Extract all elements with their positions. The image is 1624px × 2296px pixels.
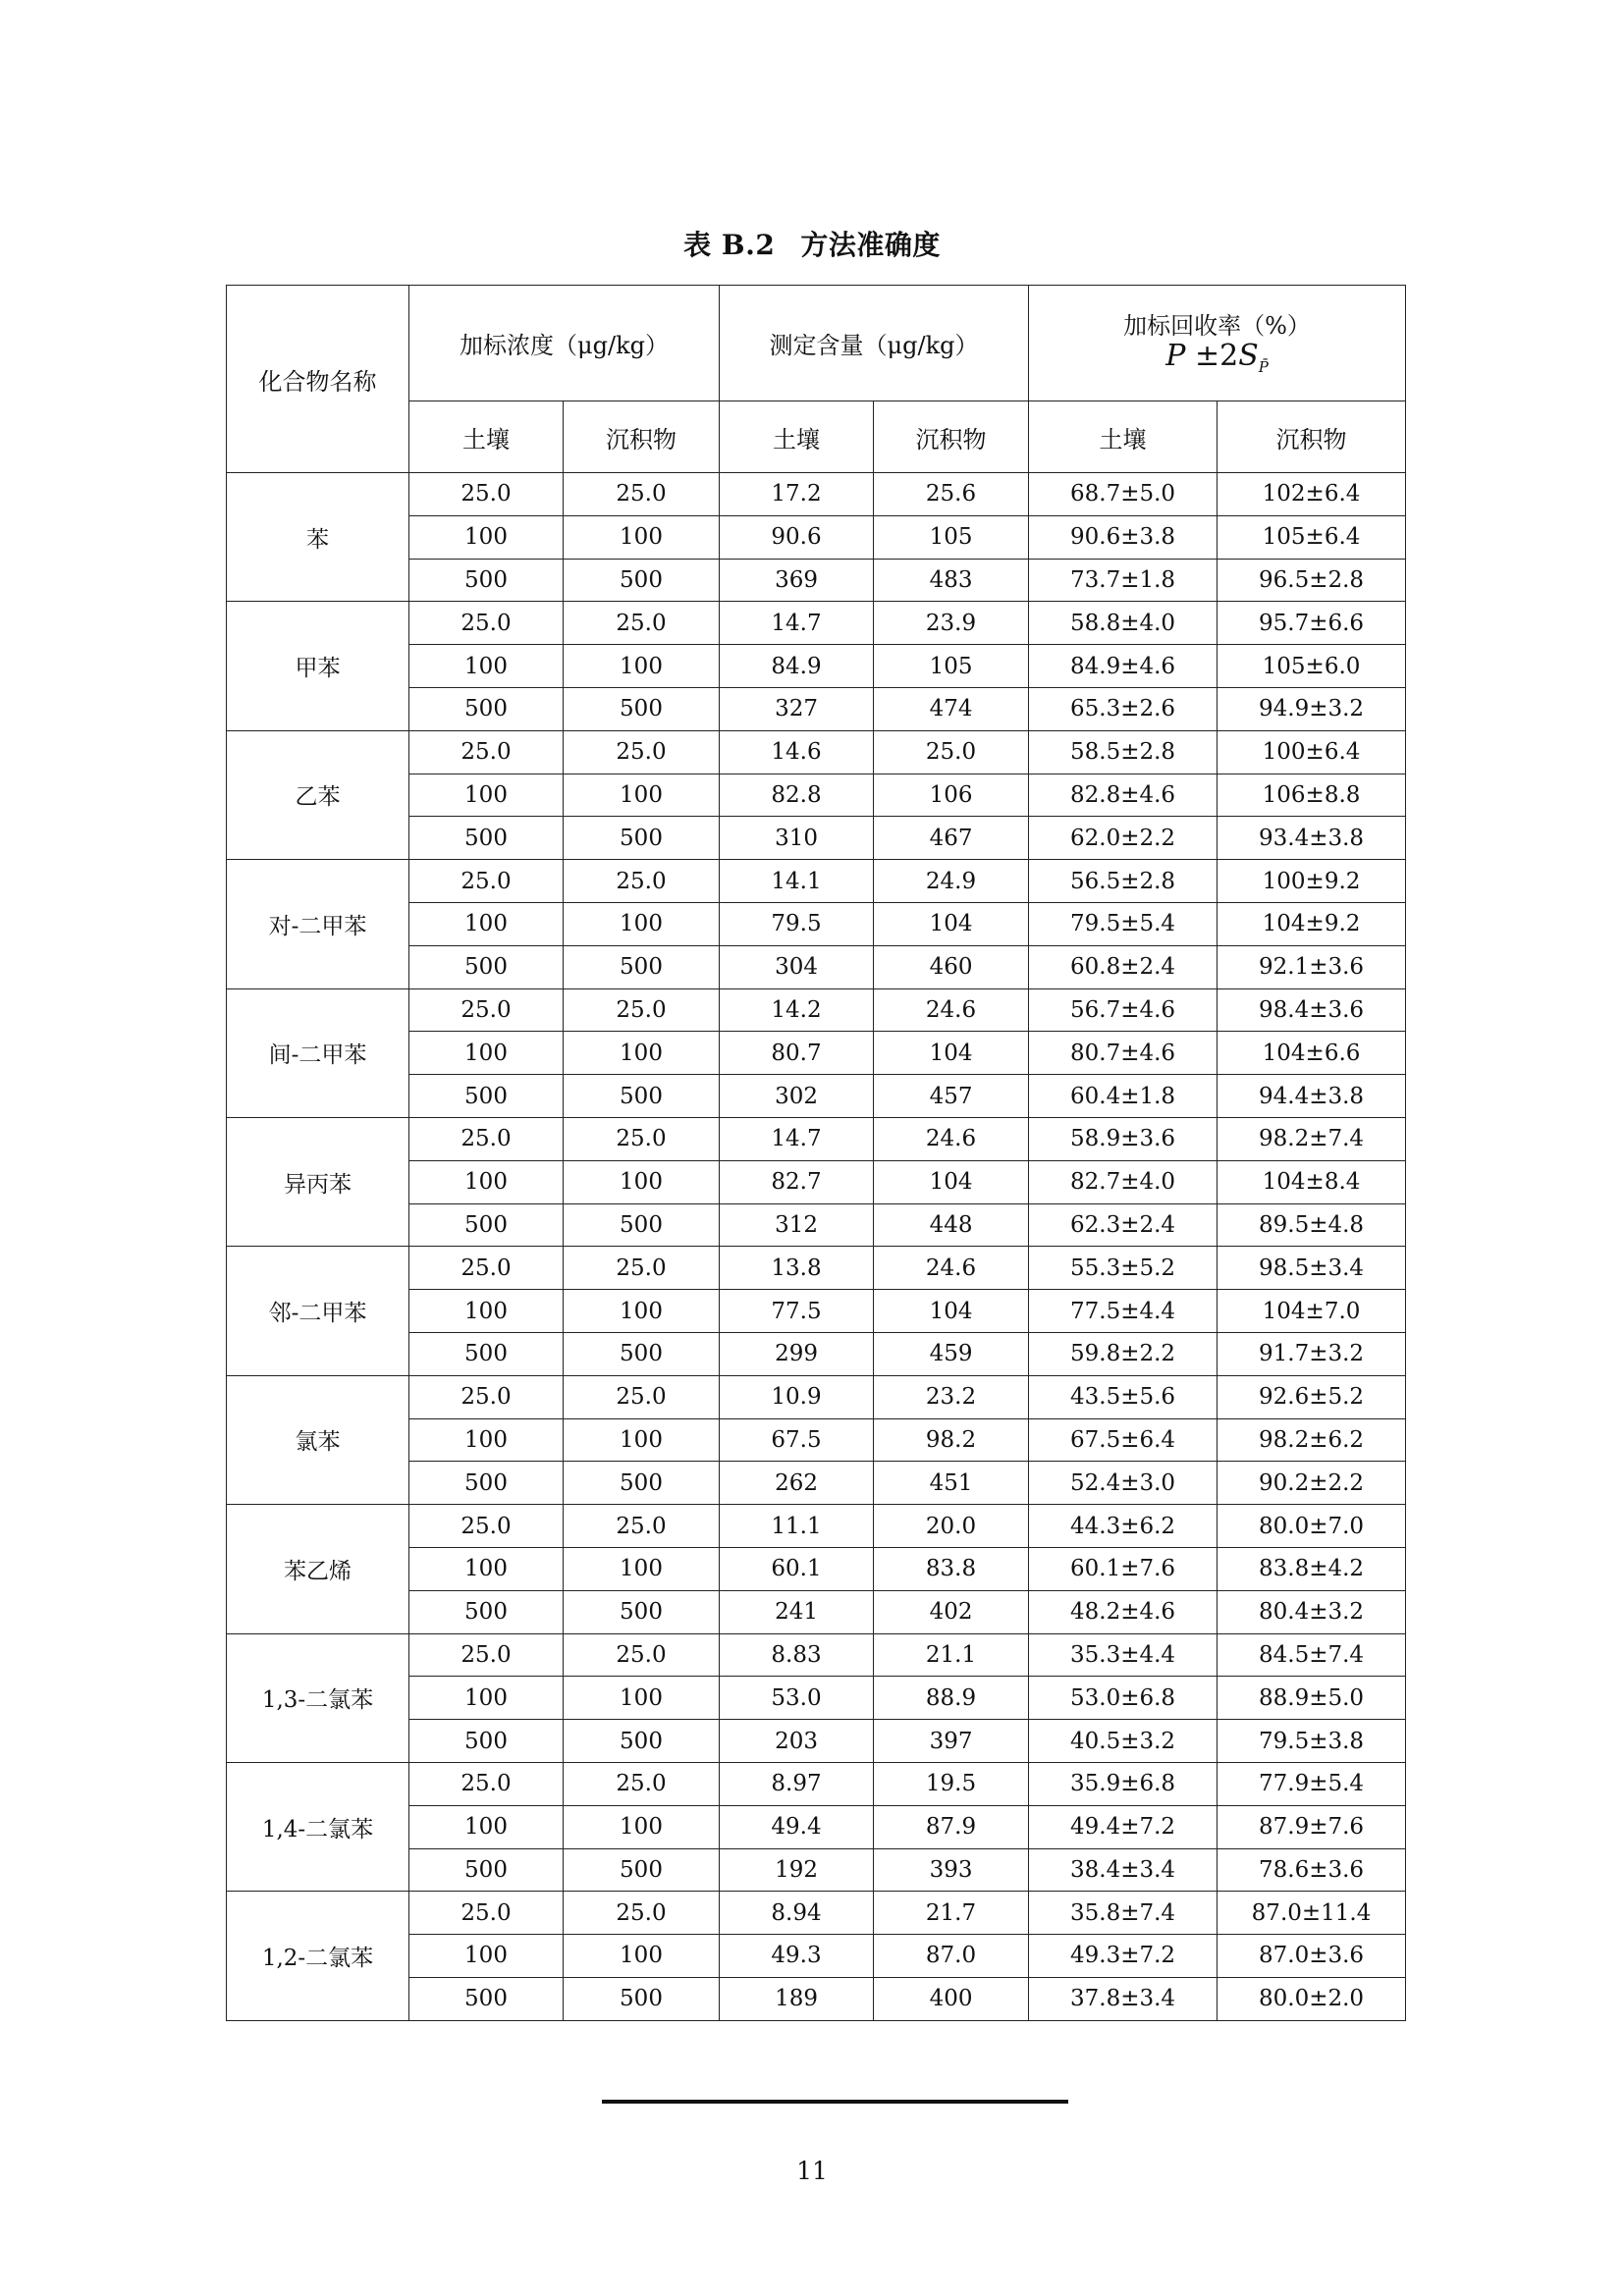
spike-sediment-cell: 500 <box>564 559 720 602</box>
formula-subscript: P̄ <box>1258 357 1269 376</box>
compound-name-cell: 对-二甲苯 <box>227 860 409 988</box>
recovery-sediment-cell: 105±6.4 <box>1218 515 1406 559</box>
spike-soil-cell: 100 <box>409 645 564 688</box>
measured-soil-cell: 312 <box>720 1203 874 1247</box>
table-row <box>227 1505 1406 1548</box>
compound-name-cell: 间-二甲苯 <box>227 988 409 1117</box>
spike-soil-cell: 500 <box>409 1462 564 1505</box>
spike-soil-cell: 25.0 <box>409 860 564 903</box>
compound-name-cell: 甲苯 <box>227 602 409 730</box>
recovery-sediment-cell: 102±6.4 <box>1218 473 1406 516</box>
spike-sediment-cell: 100 <box>564 902 720 945</box>
measured-soil-cell: 79.5 <box>720 902 874 945</box>
spike-sediment-cell: 25.0 <box>564 1892 720 1935</box>
recovery-soil-cell: 52.4±3.0 <box>1029 1462 1218 1505</box>
table-number: 表 B.2 <box>683 229 776 261</box>
spike-soil-cell: 500 <box>409 1332 564 1375</box>
spike-sediment-cell: 500 <box>564 817 720 860</box>
measured-soil-cell: 67.5 <box>720 1418 874 1462</box>
spike-sediment-cell: 500 <box>564 687 720 730</box>
measured-sediment-cell: 467 <box>874 817 1029 860</box>
compound-name-cell: 苯乙烯 <box>227 1505 409 1633</box>
measured-soil-cell: 82.7 <box>720 1160 874 1203</box>
table-row <box>227 988 1406 1032</box>
measured-soil-cell: 262 <box>720 1462 874 1505</box>
spike-soil-cell: 100 <box>409 902 564 945</box>
footer-rule <box>602 2100 1068 2104</box>
compound-name-cell: 1,2-二氯苯 <box>227 1892 409 2020</box>
recovery-soil-cell: 62.3±2.4 <box>1029 1203 1218 1247</box>
header-spike-concentration: 加标浓度（μg/kg） <box>409 286 720 401</box>
spike-sediment-cell: 25.0 <box>564 1375 720 1418</box>
header-spike-soil: 土壤 <box>409 401 564 473</box>
measured-soil-cell: 11.1 <box>720 1505 874 1548</box>
measured-sediment-cell: 24.6 <box>874 1117 1029 1160</box>
measured-soil-cell: 302 <box>720 1075 874 1118</box>
recovery-soil-cell: 49.4±7.2 <box>1029 1805 1218 1848</box>
table-row <box>227 860 1406 903</box>
spike-soil-cell: 25.0 <box>409 1633 564 1677</box>
measured-soil-cell: 8.94 <box>720 1892 874 1935</box>
spike-sediment-cell: 25.0 <box>564 1117 720 1160</box>
compound-name-cell: 苯 <box>227 473 409 602</box>
recovery-soil-cell: 38.4±3.4 <box>1029 1848 1218 1892</box>
measured-sediment-cell: 451 <box>874 1462 1029 1505</box>
measured-sediment-cell: 88.9 <box>874 1677 1029 1720</box>
measured-soil-cell: 10.9 <box>720 1375 874 1418</box>
spike-soil-cell: 25.0 <box>409 602 564 645</box>
recovery-sediment-cell: 104±7.0 <box>1218 1290 1406 1333</box>
table-caption: 方法准确度 <box>800 229 941 261</box>
table-body <box>227 473 1406 2021</box>
recovery-sediment-cell: 100±6.4 <box>1218 730 1406 774</box>
table-row <box>227 473 1406 516</box>
measured-sediment-cell: 104 <box>874 902 1029 945</box>
recovery-soil-cell: 49.3±7.2 <box>1029 1935 1218 1978</box>
formula-s: S <box>1238 338 1259 373</box>
spike-sediment-cell: 25.0 <box>564 1247 720 1290</box>
measured-soil-cell: 310 <box>720 817 874 860</box>
spike-soil-cell: 500 <box>409 559 564 602</box>
recovery-sediment-cell: 80.0±7.0 <box>1218 1505 1406 1548</box>
recovery-soil-cell: 58.5±2.8 <box>1029 730 1218 774</box>
measured-sediment-cell: 459 <box>874 1332 1029 1375</box>
measured-soil-cell: 17.2 <box>720 473 874 516</box>
measured-sediment-cell: 457 <box>874 1075 1029 1118</box>
compound-name-cell: 邻-二甲苯 <box>227 1247 409 1375</box>
measured-sediment-cell: 105 <box>874 515 1029 559</box>
spike-sediment-cell: 500 <box>564 945 720 988</box>
formula-plus-minus: ± <box>1194 338 1220 373</box>
measured-sediment-cell: 19.5 <box>874 1762 1029 1805</box>
spike-sediment-cell: 500 <box>564 1332 720 1375</box>
recovery-sediment-cell: 105±6.0 <box>1218 645 1406 688</box>
measured-sediment-cell: 397 <box>874 1720 1029 1763</box>
recovery-soil-cell: 59.8±2.2 <box>1029 1332 1218 1375</box>
measured-soil-cell: 304 <box>720 945 874 988</box>
measured-soil-cell: 14.1 <box>720 860 874 903</box>
spike-soil-cell: 100 <box>409 1547 564 1590</box>
recovery-sediment-cell: 98.5±3.4 <box>1218 1247 1406 1290</box>
recovery-soil-cell: 60.4±1.8 <box>1029 1075 1218 1118</box>
measured-sediment-cell: 25.6 <box>874 473 1029 516</box>
recovery-sediment-cell: 104±9.2 <box>1218 902 1406 945</box>
measured-soil-cell: 8.97 <box>720 1762 874 1805</box>
recovery-soil-cell: 77.5±4.4 <box>1029 1290 1218 1333</box>
recovery-sediment-cell: 80.0±2.0 <box>1218 1977 1406 2020</box>
measured-soil-cell: 13.8 <box>720 1247 874 1290</box>
measured-soil-cell: 14.7 <box>720 602 874 645</box>
spike-sediment-cell: 100 <box>564 1290 720 1333</box>
recovery-sediment-cell: 98.4±3.6 <box>1218 988 1406 1032</box>
recovery-soil-cell: 65.3±2.6 <box>1029 687 1218 730</box>
page-number: 11 <box>796 2157 828 2185</box>
measured-sediment-cell: 402 <box>874 1590 1029 1633</box>
recovery-soil-cell: 82.8±4.6 <box>1029 774 1218 817</box>
measured-soil-cell: 14.2 <box>720 988 874 1032</box>
spike-sediment-cell: 100 <box>564 515 720 559</box>
recovery-sediment-cell: 96.5±2.8 <box>1218 559 1406 602</box>
measured-sediment-cell: 21.1 <box>874 1633 1029 1677</box>
recovery-soil-cell: 62.0±2.2 <box>1029 817 1218 860</box>
measured-soil-cell: 327 <box>720 687 874 730</box>
measured-sediment-cell: 400 <box>874 1977 1029 2020</box>
spike-soil-cell: 100 <box>409 1418 564 1462</box>
recovery-sediment-cell: 93.4±3.8 <box>1218 817 1406 860</box>
measured-sediment-cell: 87.0 <box>874 1935 1029 1978</box>
recovery-soil-cell: 40.5±3.2 <box>1029 1720 1218 1763</box>
spike-sediment-cell: 25.0 <box>564 730 720 774</box>
spike-sediment-cell: 25.0 <box>564 1505 720 1548</box>
spike-soil-cell: 500 <box>409 1075 564 1118</box>
measured-sediment-cell: 23.2 <box>874 1375 1029 1418</box>
spike-sediment-cell: 25.0 <box>564 1762 720 1805</box>
measured-sediment-cell: 483 <box>874 559 1029 602</box>
measured-sediment-cell: 106 <box>874 774 1029 817</box>
spike-sediment-cell: 25.0 <box>564 602 720 645</box>
measured-sediment-cell: 83.8 <box>874 1547 1029 1590</box>
spike-soil-cell: 100 <box>409 1290 564 1333</box>
spike-soil-cell: 25.0 <box>409 1505 564 1548</box>
spike-sediment-cell: 100 <box>564 1160 720 1203</box>
recovery-sediment-cell: 90.2±2.2 <box>1218 1462 1406 1505</box>
table-row <box>227 602 1406 645</box>
recovery-soil-cell: 79.5±5.4 <box>1029 902 1218 945</box>
table-row <box>227 1375 1406 1418</box>
compound-name-cell: 乙苯 <box>227 730 409 859</box>
spike-sediment-cell: 25.0 <box>564 473 720 516</box>
measured-sediment-cell: 20.0 <box>874 1505 1029 1548</box>
header-measured-sediment: 沉积物 <box>874 401 1029 473</box>
table-row <box>227 1247 1406 1290</box>
spike-sediment-cell: 100 <box>564 645 720 688</box>
spike-sediment-cell: 500 <box>564 1462 720 1505</box>
spike-sediment-cell: 100 <box>564 1418 720 1462</box>
table-row <box>227 1633 1406 1677</box>
measured-sediment-cell: 87.9 <box>874 1805 1029 1848</box>
recovery-soil-cell: 58.8±4.0 <box>1029 602 1218 645</box>
recovery-soil-cell: 67.5±6.4 <box>1029 1418 1218 1462</box>
spike-sediment-cell: 25.0 <box>564 988 720 1032</box>
spike-soil-cell: 500 <box>409 817 564 860</box>
measured-soil-cell: 8.83 <box>720 1633 874 1677</box>
spike-sediment-cell: 500 <box>564 1720 720 1763</box>
spike-soil-cell: 500 <box>409 1203 564 1247</box>
recovery-sediment-cell: 88.9±5.0 <box>1218 1677 1406 1720</box>
measured-sediment-cell: 21.7 <box>874 1892 1029 1935</box>
recovery-sediment-cell: 87.0±11.4 <box>1218 1892 1406 1935</box>
recovery-soil-cell: 56.7±4.6 <box>1029 988 1218 1032</box>
spike-sediment-cell: 500 <box>564 1203 720 1247</box>
table-row <box>227 730 1406 774</box>
measured-sediment-cell: 105 <box>874 645 1029 688</box>
compound-name-cell: 氯苯 <box>227 1375 409 1504</box>
recovery-formula <box>1029 338 1405 381</box>
table-row <box>227 1117 1406 1160</box>
measured-sediment-cell: 393 <box>874 1848 1029 1892</box>
recovery-sediment-cell: 100±9.2 <box>1218 860 1406 903</box>
recovery-sediment-cell: 104±8.4 <box>1218 1160 1406 1203</box>
recovery-sediment-cell: 92.6±5.2 <box>1218 1375 1406 1418</box>
spike-soil-cell: 500 <box>409 687 564 730</box>
measured-soil-cell: 80.7 <box>720 1032 874 1075</box>
measured-sediment-cell: 448 <box>874 1203 1029 1247</box>
measured-soil-cell: 90.6 <box>720 515 874 559</box>
spike-sediment-cell: 100 <box>564 1677 720 1720</box>
recovery-soil-cell: 60.8±2.4 <box>1029 945 1218 988</box>
recovery-soil-cell: 44.3±6.2 <box>1029 1505 1218 1548</box>
spike-soil-cell: 100 <box>409 1032 564 1075</box>
compound-name-cell: 异丙苯 <box>227 1117 409 1246</box>
measured-sediment-cell: 104 <box>874 1290 1029 1333</box>
compound-name-cell: 1,4-二氯苯 <box>227 1762 409 1891</box>
measured-soil-cell: 203 <box>720 1720 874 1763</box>
recovery-soil-cell: 68.7±5.0 <box>1029 473 1218 516</box>
measured-soil-cell: 49.4 <box>720 1805 874 1848</box>
recovery-soil-cell: 73.7±1.8 <box>1029 559 1218 602</box>
measured-sediment-cell: 23.9 <box>874 602 1029 645</box>
spike-sediment-cell: 100 <box>564 1935 720 1978</box>
spike-soil-cell: 100 <box>409 1935 564 1978</box>
spike-sediment-cell: 500 <box>564 1075 720 1118</box>
header-row-1 <box>227 286 1406 401</box>
recovery-soil-cell: 53.0±6.8 <box>1029 1677 1218 1720</box>
recovery-sediment-cell: 87.0±3.6 <box>1218 1935 1406 1978</box>
spike-sediment-cell: 500 <box>564 1590 720 1633</box>
spike-soil-cell: 500 <box>409 1590 564 1633</box>
header-compound: 化合物名称 <box>227 286 409 473</box>
measured-soil-cell: 14.6 <box>720 730 874 774</box>
recovery-sediment-cell: 94.4±3.8 <box>1218 1075 1406 1118</box>
spike-soil-cell: 500 <box>409 945 564 988</box>
recovery-sediment-cell: 87.9±7.6 <box>1218 1805 1406 1848</box>
spike-sediment-cell: 500 <box>564 1848 720 1892</box>
recovery-sediment-cell: 106±8.8 <box>1218 774 1406 817</box>
spike-soil-cell: 25.0 <box>409 1247 564 1290</box>
recovery-sediment-cell: 92.1±3.6 <box>1218 945 1406 988</box>
measured-soil-cell: 369 <box>720 559 874 602</box>
spike-sediment-cell: 100 <box>564 774 720 817</box>
recovery-soil-cell: 84.9±4.6 <box>1029 645 1218 688</box>
recovery-soil-cell: 48.2±4.6 <box>1029 1590 1218 1633</box>
header-measured-content: 测定含量（μg/kg） <box>720 286 1029 401</box>
recovery-sediment-cell: 84.5±7.4 <box>1218 1633 1406 1677</box>
table-row <box>227 1892 1406 1935</box>
measured-sediment-cell: 474 <box>874 687 1029 730</box>
recovery-soil-cell: 80.7±4.6 <box>1029 1032 1218 1075</box>
recovery-sediment-cell: 80.4±3.2 <box>1218 1590 1406 1633</box>
recovery-sediment-cell: 95.7±6.6 <box>1218 602 1406 645</box>
recovery-soil-cell: 82.7±4.0 <box>1029 1160 1218 1203</box>
measured-sediment-cell: 98.2 <box>874 1418 1029 1462</box>
spike-sediment-cell: 100 <box>564 1032 720 1075</box>
recovery-sediment-cell: 91.7±3.2 <box>1218 1332 1406 1375</box>
recovery-sediment-cell: 89.5±4.8 <box>1218 1203 1406 1247</box>
accuracy-table <box>226 285 1406 2021</box>
header-recovery-rate <box>1029 286 1406 401</box>
spike-sediment-cell: 100 <box>564 1547 720 1590</box>
formula-two: 2 <box>1219 338 1239 373</box>
measured-sediment-cell: 460 <box>874 945 1029 988</box>
recovery-soil-cell: 56.5±2.8 <box>1029 860 1218 903</box>
recovery-soil-cell: 55.3±5.2 <box>1029 1247 1218 1290</box>
spike-soil-cell: 25.0 <box>409 473 564 516</box>
recovery-sediment-cell: 98.2±7.4 <box>1218 1117 1406 1160</box>
spike-soil-cell: 100 <box>409 1805 564 1848</box>
measured-soil-cell: 60.1 <box>720 1547 874 1590</box>
recovery-sediment-cell: 79.5±3.8 <box>1218 1720 1406 1763</box>
spike-soil-cell: 25.0 <box>409 1117 564 1160</box>
measured-soil-cell: 49.3 <box>720 1935 874 1978</box>
spike-soil-cell: 25.0 <box>409 1892 564 1935</box>
spike-soil-cell: 25.0 <box>409 988 564 1032</box>
measured-soil-cell: 241 <box>720 1590 874 1633</box>
spike-sediment-cell: 100 <box>564 1805 720 1848</box>
recovery-soil-cell: 43.5±5.6 <box>1029 1375 1218 1418</box>
recovery-sediment-cell: 83.8±4.2 <box>1218 1547 1406 1590</box>
measured-soil-cell: 299 <box>720 1332 874 1375</box>
spike-sediment-cell: 25.0 <box>564 860 720 903</box>
measured-soil-cell: 84.9 <box>720 645 874 688</box>
measured-soil-cell: 192 <box>720 1848 874 1892</box>
spike-soil-cell: 25.0 <box>409 730 564 774</box>
header-recovery-sediment: 沉积物 <box>1218 401 1406 473</box>
spike-sediment-cell: 500 <box>564 1977 720 2020</box>
compound-name-cell: 1,3-二氯苯 <box>227 1633 409 1762</box>
recovery-sediment-cell: 94.9±3.2 <box>1218 687 1406 730</box>
recovery-soil-cell: 35.3±4.4 <box>1029 1633 1218 1677</box>
spike-sediment-cell: 25.0 <box>564 1633 720 1677</box>
measured-soil-cell: 77.5 <box>720 1290 874 1333</box>
recovery-soil-cell: 35.9±6.8 <box>1029 1762 1218 1805</box>
spike-soil-cell: 500 <box>409 1848 564 1892</box>
spike-soil-cell: 100 <box>409 515 564 559</box>
measured-sediment-cell: 104 <box>874 1160 1029 1203</box>
spike-soil-cell: 25.0 <box>409 1375 564 1418</box>
header-recovery-label: 加标回收率（%） <box>1123 311 1311 340</box>
recovery-sediment-cell: 78.6±3.6 <box>1218 1848 1406 1892</box>
measured-sediment-cell: 25.0 <box>874 730 1029 774</box>
recovery-sediment-cell: 98.2±6.2 <box>1218 1418 1406 1462</box>
measured-soil-cell: 14.7 <box>720 1117 874 1160</box>
spike-soil-cell: 100 <box>409 1677 564 1720</box>
recovery-soil-cell: 58.9±3.6 <box>1029 1117 1218 1160</box>
recovery-soil-cell: 90.6±3.8 <box>1029 515 1218 559</box>
header-spike-sediment: 沉积物 <box>564 401 720 473</box>
spike-soil-cell: 100 <box>409 774 564 817</box>
recovery-soil-cell: 35.8±7.4 <box>1029 1892 1218 1935</box>
table-row <box>227 1762 1406 1805</box>
measured-sediment-cell: 24.6 <box>874 1247 1029 1290</box>
measured-soil-cell: 82.8 <box>720 774 874 817</box>
spike-soil-cell: 500 <box>409 1977 564 2020</box>
measured-soil-cell: 53.0 <box>720 1677 874 1720</box>
formula-p: P <box>1165 338 1186 373</box>
table-title <box>0 224 1624 263</box>
recovery-soil-cell: 60.1±7.6 <box>1029 1547 1218 1590</box>
recovery-sediment-cell: 104±6.6 <box>1218 1032 1406 1075</box>
spike-soil-cell: 100 <box>409 1160 564 1203</box>
spike-soil-cell: 25.0 <box>409 1762 564 1805</box>
header-measured-soil: 土壤 <box>720 401 874 473</box>
measured-sediment-cell: 104 <box>874 1032 1029 1075</box>
measured-sediment-cell: 24.9 <box>874 860 1029 903</box>
measured-soil-cell: 189 <box>720 1977 874 2020</box>
recovery-sediment-cell: 77.9±5.4 <box>1218 1762 1406 1805</box>
measured-sediment-cell: 24.6 <box>874 988 1029 1032</box>
recovery-soil-cell: 37.8±3.4 <box>1029 1977 1218 2020</box>
spike-soil-cell: 500 <box>409 1720 564 1763</box>
header-recovery-soil: 土壤 <box>1029 401 1218 473</box>
